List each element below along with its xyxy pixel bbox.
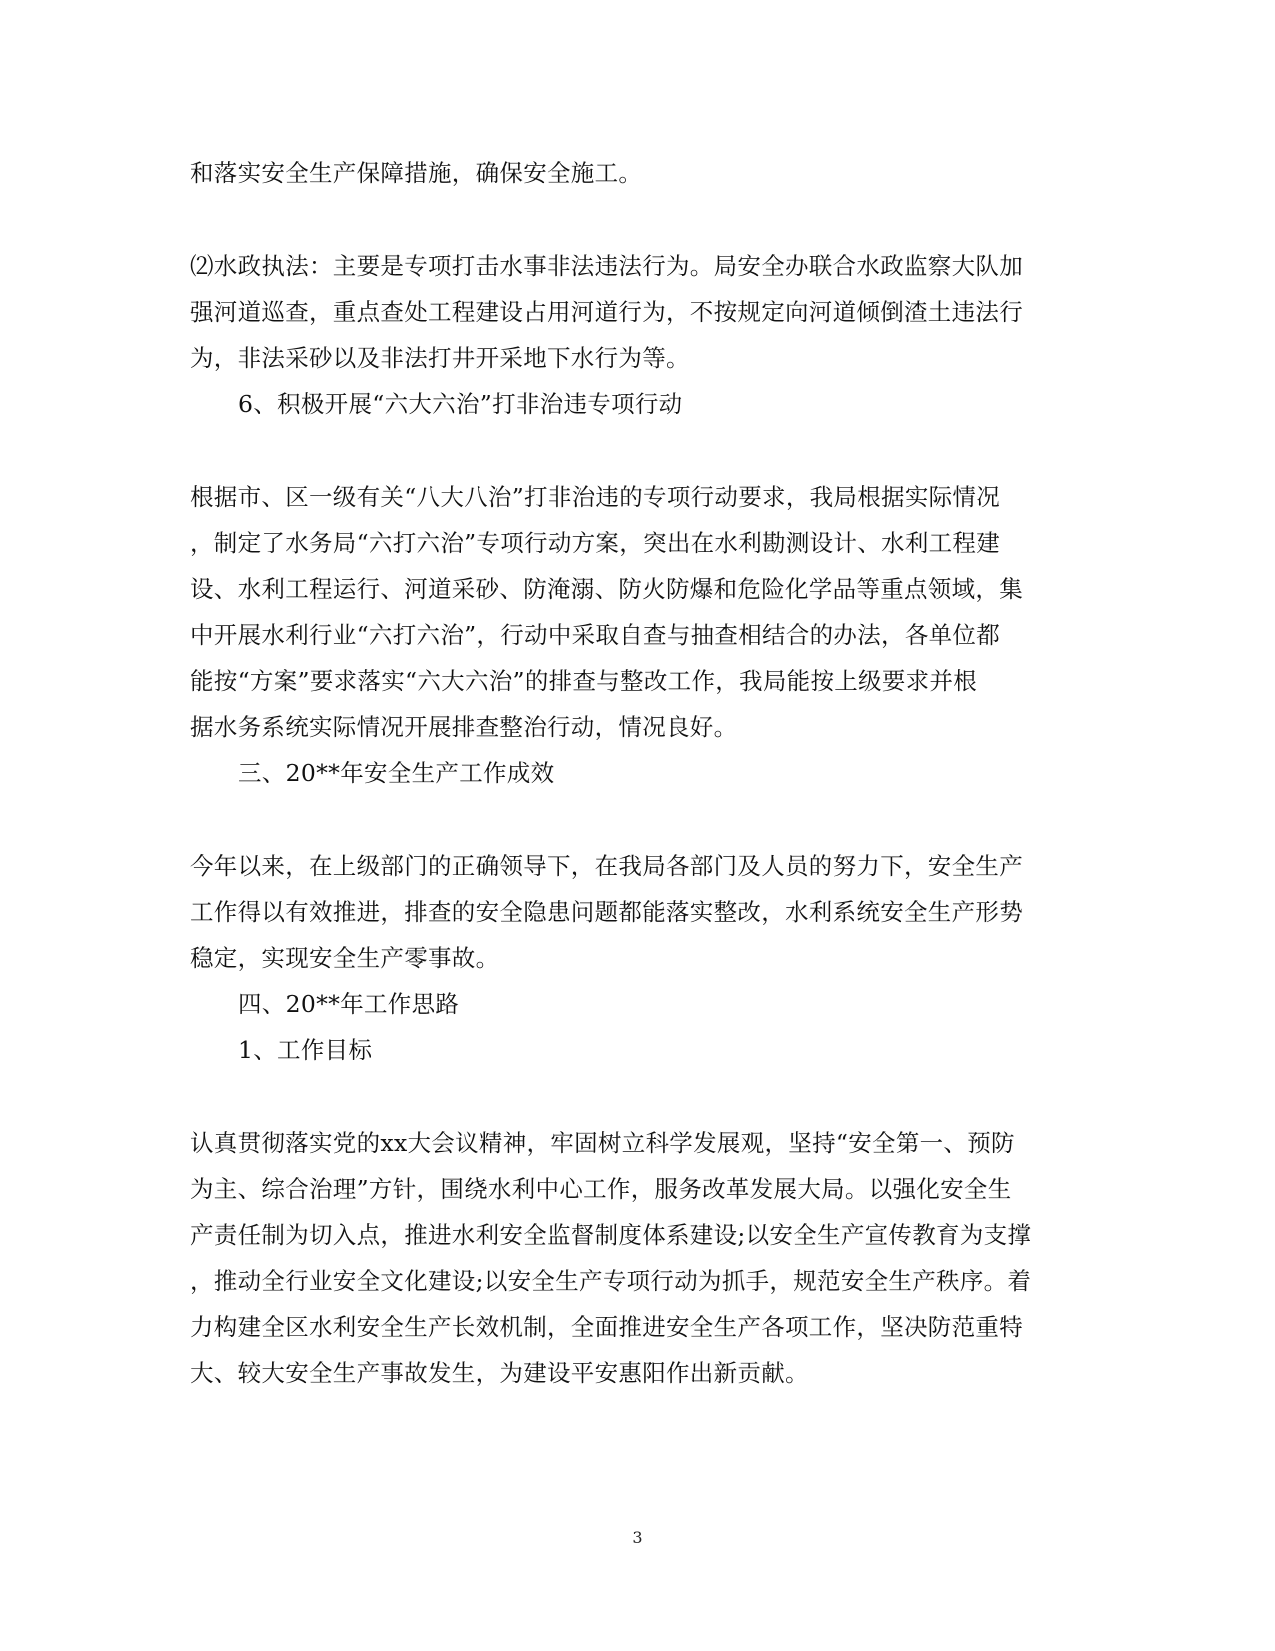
paragraph-line: 根据市、区一级有关“八大八治”打非治违的专项行动要求，我局根据实际情况 bbox=[190, 483, 1001, 511]
section-heading: 6、积极开展“六大六治”打非治违专项行动 bbox=[238, 390, 683, 418]
subsection-heading: 1、工作目标 bbox=[238, 1036, 373, 1064]
paragraph-line: 认真贯彻落实党的xx大会议精神，牢固树立科学发展观，坚持“安全第一、预防 bbox=[190, 1129, 1015, 1157]
paragraph-line: 稳定，实现安全生产零事故。 bbox=[190, 944, 500, 972]
section-heading: 三、20**年安全生产工作成效 bbox=[238, 759, 555, 787]
paragraph-line: 据水务系统实际情况开展排查整治行动，情况良好。 bbox=[190, 713, 738, 741]
page-number: 3 bbox=[632, 1528, 643, 1547]
paragraph-line: 设、水利工程运行、河道采砂、防淹溺、防火防爆和危险化学品等重点领域，集 bbox=[190, 575, 1023, 603]
paragraph-line: 强河道巡查，重点查处工程建设占用河道行为，不按规定向河道倾倒渣土违法行 bbox=[190, 298, 1023, 326]
paragraph-line: ⑵水政执法：主要是专项打击水事非法违法行为。局安全办联合水政监察大队加 bbox=[190, 252, 1023, 280]
paragraph-line: 力构建全区水利安全生产长效机制，全面推进安全生产各项工作，坚决防范重特 bbox=[190, 1313, 1023, 1341]
paragraph-line: ，制定了水务局“六打六治”专项行动方案，突出在水利勘测设计、水利工程建 bbox=[190, 529, 1001, 557]
paragraph-line: 为，非法采砂以及非法打井开采地下水行为等。 bbox=[190, 344, 690, 372]
paragraph-line: 中开展水利行业“六打六治”，行动中采取自查与抽查相结合的办法，各单位都 bbox=[190, 621, 1001, 649]
paragraph-line: 产责任制为切入点，推进水利安全监督制度体系建设;以安全生产宣传教育为支撑 bbox=[190, 1221, 1032, 1249]
paragraph-line: 能按“方案”要求落实“六大六治”的排查与整改工作，我局能按上级要求并根 bbox=[190, 667, 978, 695]
paragraph-line: ，推动全行业安全文化建设;以安全生产专项行动为抓手，规范安全生产秩序。着 bbox=[190, 1267, 1032, 1295]
paragraph-line: 和落实安全生产保障措施，确保安全施工。 bbox=[190, 159, 643, 187]
paragraph-line: 为主、综合治理”方针，围绕水利中心工作，服务改革发展大局。以强化安全生 bbox=[190, 1175, 1012, 1203]
section-heading: 四、20**年工作思路 bbox=[238, 990, 460, 1018]
paragraph-line: 大、较大安全生产事故发生，为建设平安惠阳作出新贡献。 bbox=[190, 1359, 809, 1387]
paragraph-line: 工作得以有效推进，排查的安全隐患问题都能落实整改，水利系统安全生产形势 bbox=[190, 898, 1023, 926]
paragraph-line: 今年以来，在上级部门的正确领导下，在我局各部门及人员的努力下，安全生产 bbox=[190, 852, 1023, 880]
